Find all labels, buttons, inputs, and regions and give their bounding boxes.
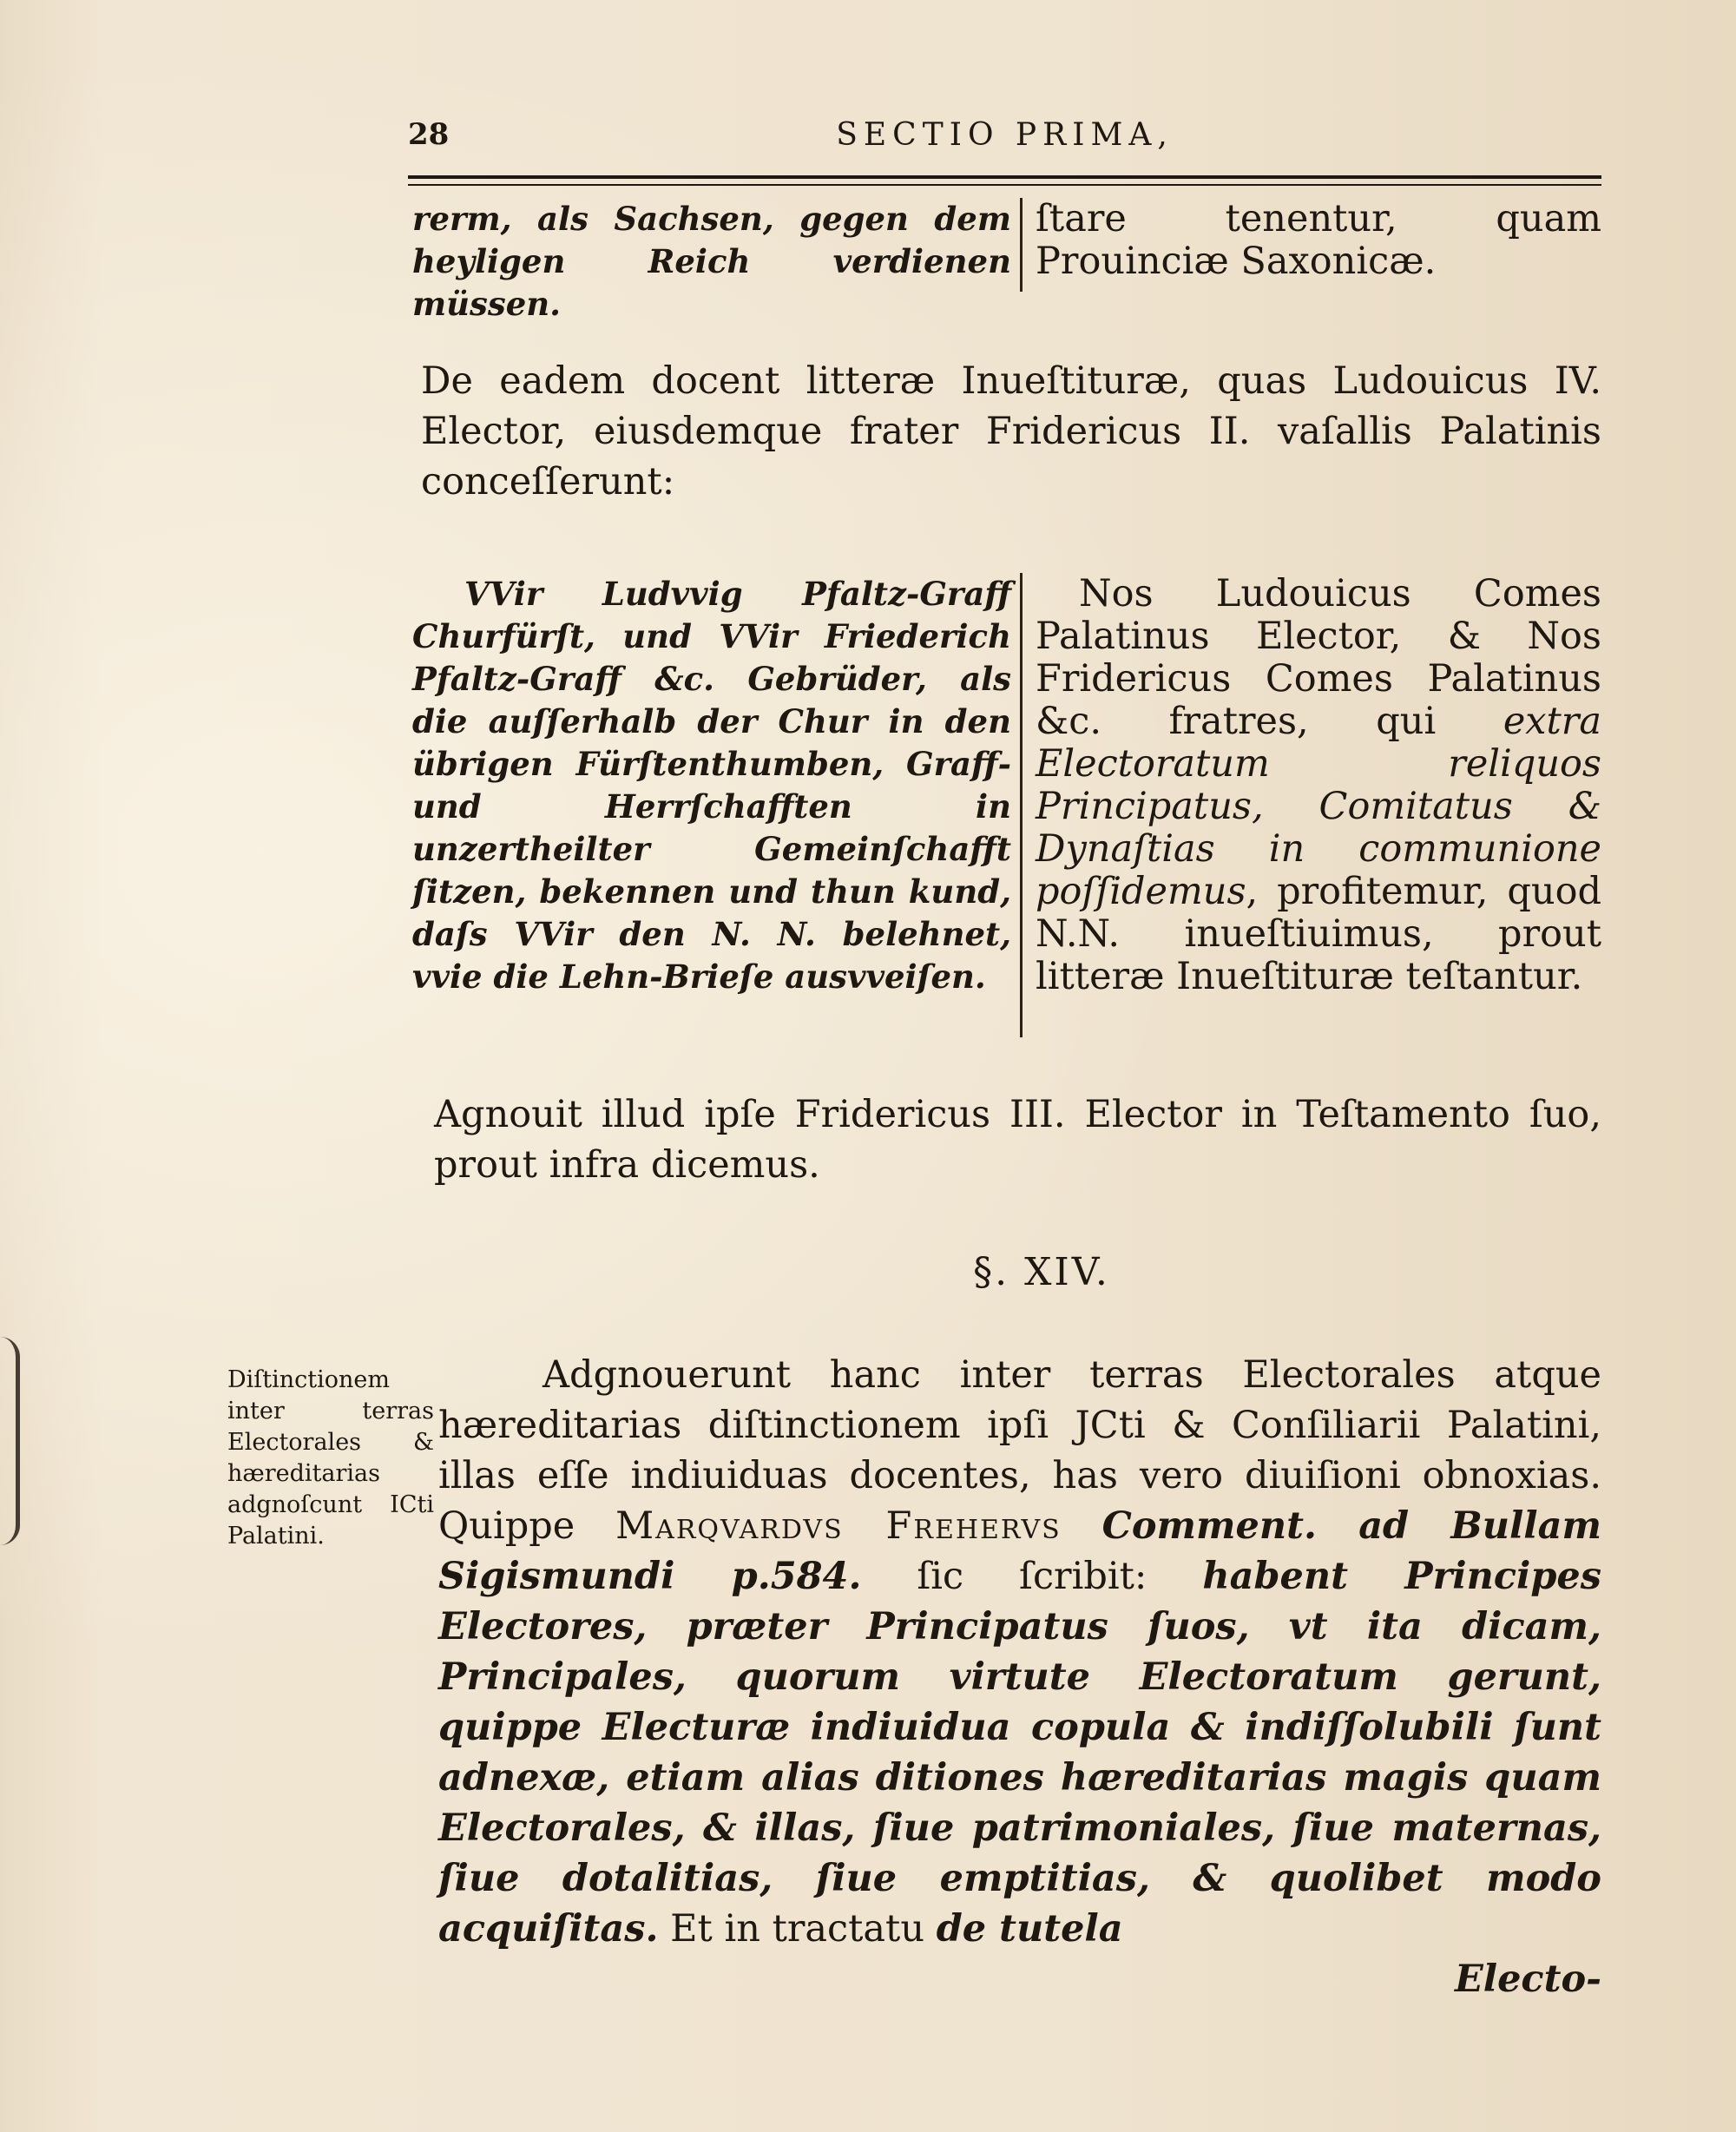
latin-column-2 bbox=[1036, 573, 1601, 998]
citation: Comment. ad Bullam Sigismundi p.584. bbox=[438, 1504, 1601, 1598]
parallel-block-2 bbox=[412, 573, 1601, 1042]
german-column-1: rerm, als Sachsen, gegen dem heyligen Reich verdienen müssen. bbox=[412, 200, 1011, 323]
latin-text-italic: extra Electoratum reliquos Principatus, Comitatus & Dynaſtias in communione poſſidemus bbox=[1036, 700, 1601, 913]
freher-quotation: habent Principes Electores, præter Principatus ſuos, vt ita dicam, Principales, quorum virtute Electoratum gerunt, quippe Electuræ indiuidua copula & indiſſolubili ſunt adnexæ, etiam alias ditiones hæreditarias magis quam Electorales, & illas, ſiue patrimoniales, ſiue maternas, ſiue dotalitias, ſiue emptitias, & quolibet modo acquiſitas. bbox=[438, 1555, 1601, 1951]
tractatu-title: de tutela bbox=[936, 1907, 1123, 1951]
column-divider-1 bbox=[1020, 198, 1023, 292]
german-column-2: VVir Ludvvig Pfaltz-Graff Churfürſt, und VVir Friederich Pfaltz-Graff &c. Gebrüder, als die auſſerhalb der Chur in den übrigen Fürſtenthumben, Graff- und Herrſchafften in unzertheilter Gemeinſchafft ſitzen, bekennen und thun kund, daſs VVir den N. N. belehnet, vvie die Lehn-Brieſe ausvveiſen. bbox=[412, 575, 1011, 996]
section-heading: §. XIV. bbox=[973, 1250, 1110, 1294]
section-body bbox=[438, 1350, 1601, 2004]
author-name: Marqvardvs Frehervs bbox=[615, 1504, 1062, 1548]
body-text-1: Adgnouerunt hanc inter terras Electorales atque hæreditarias diſtinctionem ipſi JCti & Conſiliarii Palatini, illas eſſe indiuiduas docentes, has vero diuiſioni obnoxias. Quippe bbox=[438, 1353, 1601, 1548]
catchword: Electo- bbox=[1454, 1958, 1601, 2001]
running-head: SECTIO PRIMA, bbox=[836, 117, 1174, 153]
paragraph-investiture: De eadem docent litteræ Inueſtituræ, quas Ludouicus IV. Elector, eiusdemque frater Fridericus II. vaſallis Palatinis conceſſerunt: bbox=[421, 359, 1601, 503]
column-divider-2 bbox=[1020, 573, 1023, 1037]
latin-text-post: , profitemur, quod N.N. inueſtiuimus, prout litteræ Inueſtituræ teſtantur. bbox=[1036, 870, 1601, 998]
page-number: 28 bbox=[408, 117, 450, 152]
paragraph-agnouit: Agnouit illud ipſe Fridericus III. Elector in Teſtamento ſuo, prout infra dicemus. bbox=[434, 1093, 1601, 1187]
body-text-2: ſic ſcribit: bbox=[861, 1555, 1203, 1598]
page-header bbox=[408, 117, 1601, 169]
body-text-3: Et in tractatu bbox=[658, 1907, 937, 1951]
facing-page-edge bbox=[0, 1337, 20, 1545]
latin-text-pre: Nos Ludouicus Comes Palatinus Elector, & Nos Fridericus Comes Palatinus &c. fratres, qui bbox=[1036, 572, 1601, 743]
latin-column-1: ſtare tenentur, quam Prouinciæ Saxonicæ. bbox=[1036, 197, 1601, 283]
header-rule bbox=[408, 175, 1601, 186]
parallel-block-1 bbox=[412, 197, 1601, 323]
margin-note: Diſtinctionem inter terras Electorales & hæreditarias adgnoſcunt ICti Palatini. bbox=[227, 1366, 434, 1550]
